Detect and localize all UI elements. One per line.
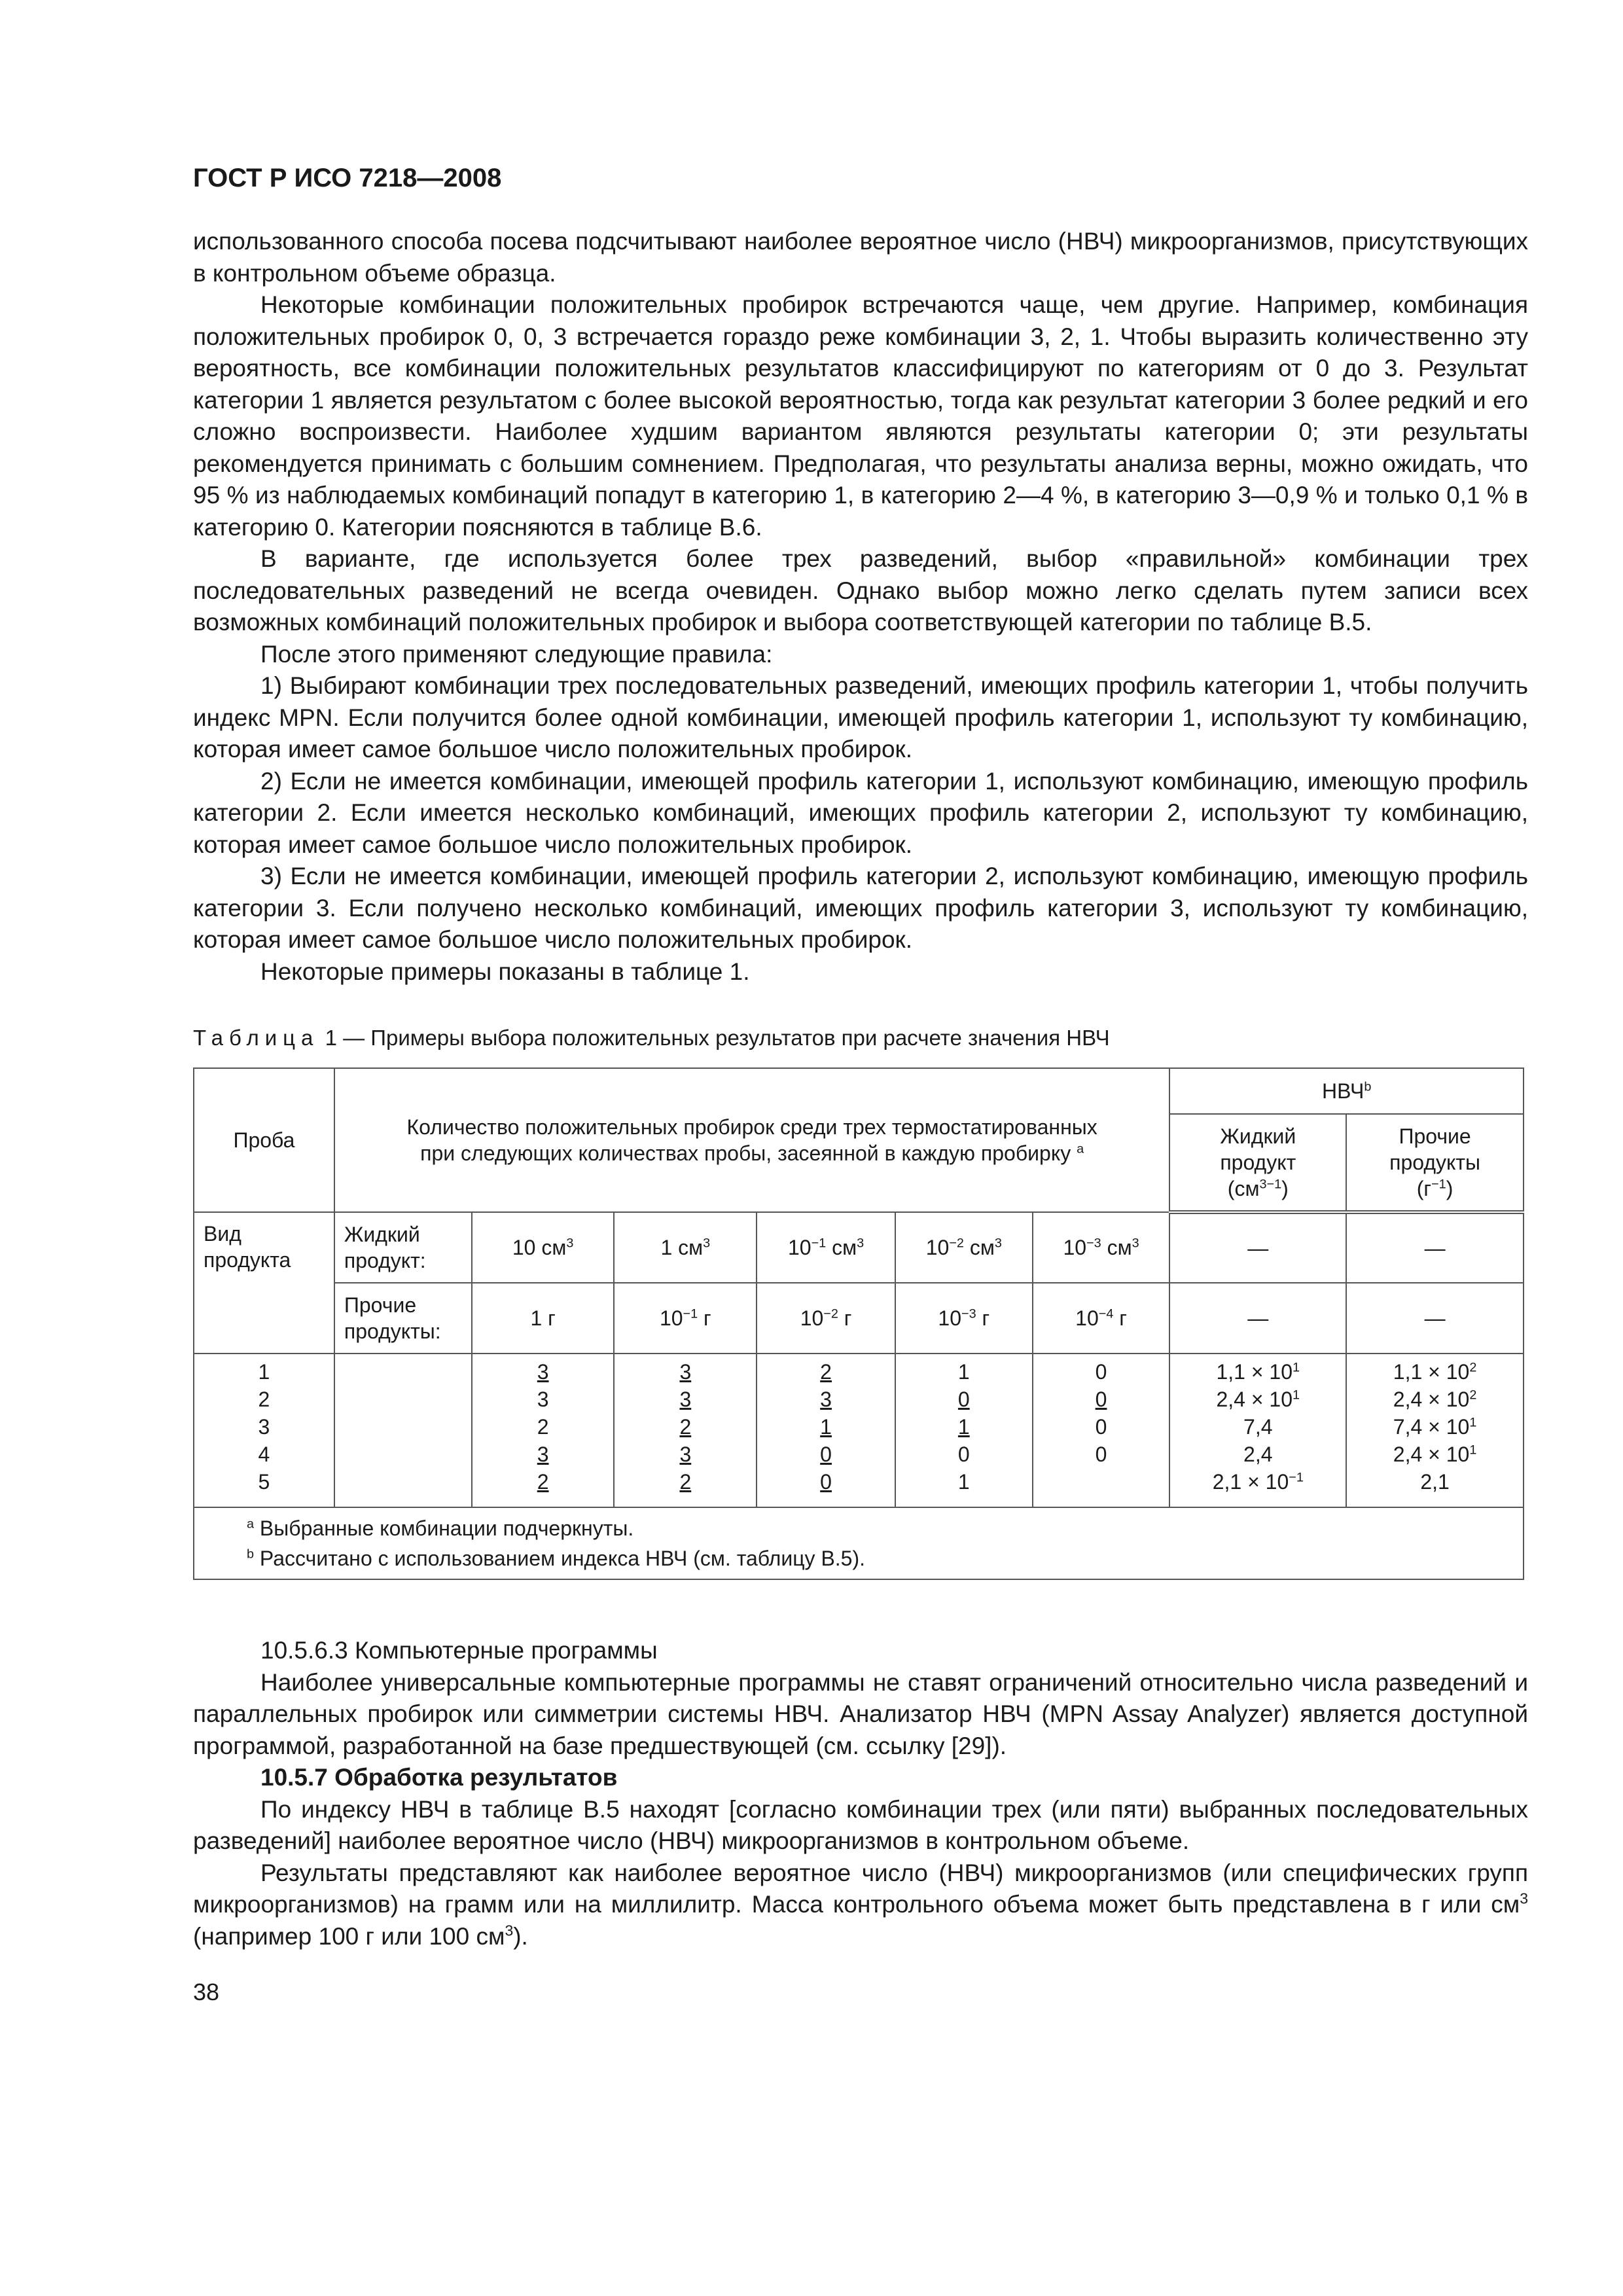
amount-base: 10 xyxy=(925,1236,950,1259)
positive-count: 2 xyxy=(679,1470,692,1494)
dash-cell: — xyxy=(1169,1212,1346,1283)
header-mpn: НВЧ$^b$ xyxy=(1169,1068,1524,1114)
positive-count: 3 xyxy=(820,1388,832,1411)
positive-count: 0 xyxy=(1095,1360,1107,1384)
amount-base: 1 см xyxy=(660,1236,704,1259)
amount-exp: −4 xyxy=(1098,1306,1114,1321)
document-header: ГОСТ Р ИСО 7218—2008 xyxy=(193,164,502,192)
amount-base: 10 см xyxy=(512,1236,567,1259)
other-amount-4 xyxy=(895,1283,1033,1354)
positive-count: 2 xyxy=(820,1360,832,1384)
amount-unit: г xyxy=(1113,1306,1127,1330)
liquid-amount-3 xyxy=(757,1212,895,1283)
sample-number: 3 xyxy=(258,1415,270,1439)
rule-1: 1) Выбирают комбинации трех последовательных разведений, имеющих профиль категории 1, чтобы получить индекс MPN. Если получится более одной комбинации, имеющей профиль категории 1, используют ту комбинацию, которая имеет самое большое число положительных пробирок. xyxy=(193,672,1528,762)
table-caption-word: Таблица xyxy=(193,1026,319,1050)
mpn-value: 2,1 xyxy=(1420,1470,1450,1494)
unit-sup: −1 xyxy=(1266,1177,1282,1192)
positive-column-5 xyxy=(1033,1354,1170,1507)
positive-count: 3 xyxy=(537,1388,549,1411)
table-caption-text: 1 — Примеры выбора положительных результатов при расчете значения НВЧ xyxy=(325,1026,1110,1050)
results-table xyxy=(193,1067,1524,1580)
mpn-liquid-values xyxy=(1169,1354,1346,1507)
amount-exp: −1 xyxy=(811,1236,827,1251)
liquid-amount-5 xyxy=(1033,1212,1170,1283)
liquid-amount-1 xyxy=(472,1212,615,1283)
amount-sup: 3 xyxy=(566,1236,574,1251)
amount-base: 1 г xyxy=(530,1306,556,1330)
positive-column-1 xyxy=(472,1354,615,1507)
section-1057-p2: Результаты представляют как наиболее вероятное число (НВЧ) микроорганизмов (или специфических групп микроорганизмов) на грамм или на миллилитр. Масса контрольного объема может быть представлена в г или $см^3$ (например 100 г или 100 $см^3$). xyxy=(193,1859,1528,1950)
document-page xyxy=(193,164,1528,2006)
dash-cell: — xyxy=(1346,1283,1524,1354)
positive-count: 0 xyxy=(957,1388,970,1411)
liquid-product-label: Жидкий продукт: xyxy=(334,1212,472,1283)
amount-unit: г xyxy=(838,1306,852,1330)
amount-sup: 3 xyxy=(857,1236,865,1251)
unit-sup: 3 xyxy=(1259,1177,1267,1192)
mpn-value: $2,4 \times 10^1$ xyxy=(1393,1443,1477,1466)
amount-exp: −2 xyxy=(823,1306,838,1321)
mpn-value: $1,1 \times 10^2$ xyxy=(1393,1360,1477,1384)
section-10563-heading: 10.5.6.3 Компьютерные программы xyxy=(260,1637,658,1664)
paragraph-examples: Некоторые примеры показаны в таблице 1. xyxy=(260,958,750,985)
table-caption xyxy=(193,1026,1528,1050)
rule-2: 2) Если не имеется комбинации, имеющей профиль категории 1, используют комбинацию, имеющую профиль категории 2. Если имеется несколько комбинаций, имеющих профиль категории 2, используют ту комбинацию, которая имеет самое большое число положительных пробирок. xyxy=(193,767,1528,858)
amount-exp: −2 xyxy=(949,1236,964,1251)
amount-exp: −1 xyxy=(683,1306,698,1321)
section-1057-p1: По индексу НВЧ в таблице В.5 находят [согласно комбинации трех (или пяти) выбранных последовательных разведений] наиболее вероятное число (НВЧ) микроорганизмов в контрольном объеме. xyxy=(193,1795,1528,1854)
unit-text: (см xyxy=(1227,1177,1260,1200)
mpn-value: 7,4 xyxy=(1243,1415,1273,1439)
header-quantity: Количество положительных пробирок среди трех термостатированных при следующих количествах пробы, засеянной в каждую пробирку $^a$ xyxy=(334,1068,1170,1212)
positive-count: 1 xyxy=(957,1360,970,1384)
other-amount-3 xyxy=(757,1283,895,1354)
mpn-value: $2,4 \times 10^2$ xyxy=(1393,1388,1477,1411)
amount-base: 10 xyxy=(1075,1306,1099,1330)
other-amount-1 xyxy=(472,1283,615,1354)
empty-cell xyxy=(334,1354,472,1507)
liquid-amount-2 xyxy=(614,1212,757,1283)
amount-unit: см xyxy=(963,1236,995,1259)
amount-unit: г xyxy=(698,1306,711,1330)
mpn-value: $2,4 \times 10^1$ xyxy=(1216,1388,1300,1411)
sample-number: 5 xyxy=(258,1470,270,1494)
positive-count: 0 xyxy=(820,1443,832,1466)
liquid-amount-4 xyxy=(895,1212,1033,1283)
positive-count: 0 xyxy=(1095,1443,1107,1466)
amount-base: 10 xyxy=(800,1306,824,1330)
sample-number: 2 xyxy=(258,1388,270,1411)
amount-unit: см xyxy=(826,1236,857,1259)
header-mpn-liquid: Жидкий продукт $(см^{3-1})$ xyxy=(1169,1114,1346,1212)
positive-count: 0 xyxy=(1095,1388,1107,1411)
positive-count: 0 xyxy=(1095,1415,1107,1439)
mpn-other-values xyxy=(1346,1354,1524,1507)
positive-column-3 xyxy=(757,1354,895,1507)
positive-count: 1 xyxy=(957,1415,970,1439)
paragraph-3: В варианте, где используется более трех разведений, выбор «правильной» комбинации трех последовательных разведений не всегда очевиден. Однако выбор можно легко сделать путем записи всех возможных комбинаций положительных пробирок и выбора соответствующей категории по таблице В.5. xyxy=(193,545,1528,636)
header-mpn-other: Прочие продукты $(г^{-1})$ xyxy=(1346,1114,1524,1212)
amount-exp: −3 xyxy=(1086,1236,1101,1251)
positive-count: 0 xyxy=(957,1443,970,1466)
positive-count: 1 xyxy=(820,1415,832,1439)
positive-count: 2 xyxy=(537,1470,549,1494)
positive-count xyxy=(1096,1468,1107,1496)
sample-numbers xyxy=(194,1354,334,1507)
page-number: 38 xyxy=(193,1979,220,2005)
paragraph-1: использованного способа посева подсчитывают наиболее вероятное число (НВЧ) микроорганизмов, присутствующих в контрольном объеме образца. xyxy=(193,228,1528,287)
other-products-label: Прочие продукты: xyxy=(334,1283,472,1354)
positive-count: 3 xyxy=(679,1360,692,1384)
section-1057-heading: 10.5.7 Обработка результатов xyxy=(260,1764,618,1791)
amount-unit: см xyxy=(1101,1236,1132,1259)
paragraph-4: После этого применяют следующие правила: xyxy=(260,640,773,668)
positive-count: 0 xyxy=(820,1470,832,1494)
positive-count: 3 xyxy=(537,1360,549,1384)
positive-count: 3 xyxy=(537,1443,549,1466)
positive-count: 2 xyxy=(679,1415,692,1439)
positive-column-2 xyxy=(614,1354,757,1507)
unit-text: ) xyxy=(1281,1177,1289,1200)
rule-3: 3) Если не имеется комбинации, имеющей профиль категории 2, используют комбинацию, имеющую профиль категории 3. Если получено несколько комбинаций, имеющих профиль категории 3, используют ту комбинацию, которая имеет самое большое число положительных пробирок. xyxy=(193,863,1528,953)
amount-base: 10 xyxy=(1063,1236,1087,1259)
header-sample: Проба xyxy=(194,1068,334,1212)
sample-number: 4 xyxy=(258,1443,270,1466)
positive-count: 1 xyxy=(957,1470,970,1494)
dash-cell: — xyxy=(1346,1212,1524,1283)
other-amount-2 xyxy=(614,1283,757,1354)
note-a: $^a$ Выбранные комбинации подчеркнуты. xyxy=(247,1516,634,1540)
amount-sup: 3 xyxy=(1132,1236,1139,1251)
sample-number: 1 xyxy=(258,1360,270,1384)
dash-cell: — xyxy=(1169,1283,1346,1354)
amount-exp: −3 xyxy=(961,1306,976,1321)
section-10563-text: Наиболее универсальные компьютерные программы не ставят ограничений относительно числа разведений и параллельных пробирок или симметрии системы НВЧ. Анализатор НВЧ (MPN Assay Analyzer) является доступной программой, разработанной на базе предшествующей (см. ссылку [29]). xyxy=(193,1668,1528,1759)
other-amount-5 xyxy=(1033,1283,1170,1354)
table-notes xyxy=(194,1507,1524,1579)
positive-count: 2 xyxy=(537,1415,549,1439)
note-b: $^b$ Рассчитано с использованием индекса НВЧ (см. таблицу В.5). xyxy=(247,1547,866,1570)
amount-base: 10 xyxy=(788,1236,812,1259)
mpn-value: $7,4 \times 10^1$ xyxy=(1393,1415,1477,1439)
mpn-value: $1,1 \times 10^1$ xyxy=(1216,1360,1300,1384)
amount-unit: г xyxy=(976,1306,990,1330)
product-type-label: Вид продукта xyxy=(194,1212,334,1354)
mpn-value: $2,1 \times 10^{-1}$ xyxy=(1212,1470,1304,1494)
amount-base: 10 xyxy=(659,1306,683,1330)
amount-base: 10 xyxy=(938,1306,962,1330)
mpn-value: 2,4 xyxy=(1243,1443,1273,1466)
positive-count: 3 xyxy=(679,1388,692,1411)
positive-count: 3 xyxy=(679,1443,692,1466)
paragraph-2: Некоторые комбинации положительных пробирок встречаются чаще, чем другие. Например, комбинация положительных пробирок 0, 0, 3 встречается гораздо реже комбинации 3, 2, 1. Чтобы выразить количественно эту вероятность, все комбинации положительных результатов классифицируют по категориям от 0 до 3. Результат категории 1 является результатом с более высокой вероятностью, тогда как результат категории 3 более редкий и его сложно воспроизвести. Наиболее худшим вариантом являются результаты категории 0; эти результаты рекомендуется принимать с большим сомнением. Предполагая, что результаты анализа верны, можно ожидать, что 95 % из наблюдаемых комбинаций попадут в категорию 1, в категорию 2—4 %, в категорию 3—0,9 % и только 0,1 % в категорию 0. Категории поясняются в таблице В.6. xyxy=(193,291,1528,541)
positive-column-4 xyxy=(895,1354,1033,1507)
amount-sup: 3 xyxy=(994,1236,1002,1251)
amount-sup: 3 xyxy=(703,1236,711,1251)
